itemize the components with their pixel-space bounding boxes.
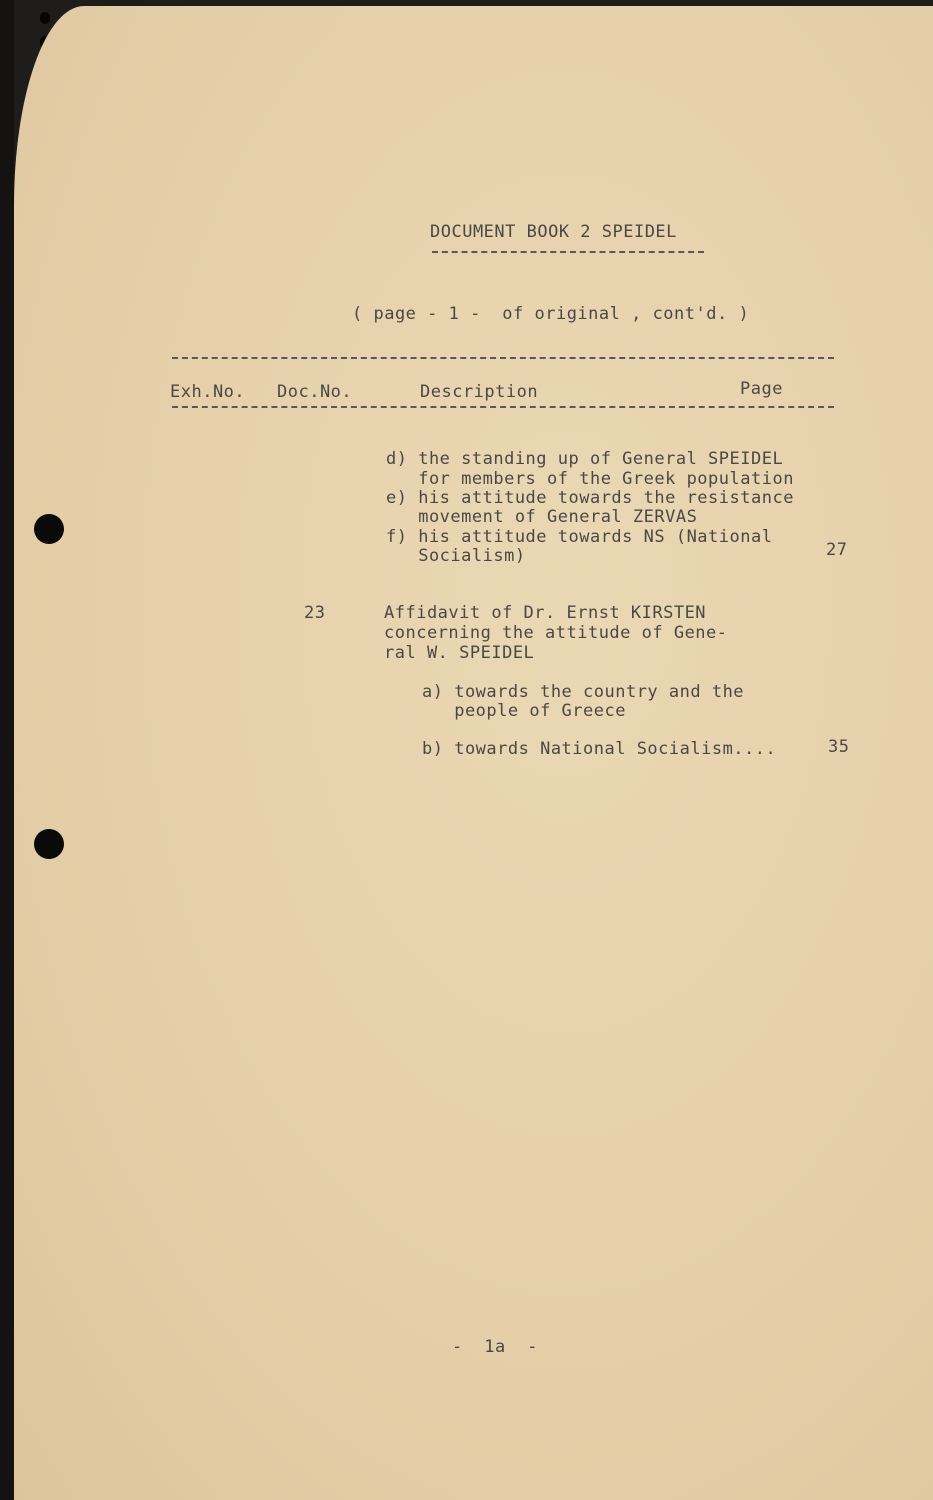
sub-item-line: a) towards the country and the: [422, 682, 745, 702]
page-reference: ( page - 1 - of original , cont'd. ): [352, 304, 750, 324]
entry-line: d) the standing up of General SPEIDEL: [386, 449, 784, 469]
page-number: 27: [826, 540, 848, 560]
entry-line: Affidavit of Dr. Ernst KIRSTEN: [384, 603, 707, 623]
title-underline: [432, 251, 704, 253]
doc-number: 23: [304, 603, 326, 623]
entry-line: for members of the Greek population: [386, 469, 794, 489]
column-header-page: Page: [740, 379, 783, 399]
table-rule-top: [172, 357, 834, 359]
column-header-exh-no: Exh.No.: [170, 382, 246, 402]
entry-line: movement of General ZERVAS: [386, 507, 698, 527]
entry-line: f) his attitude towards NS (National: [386, 527, 773, 547]
column-header-doc-no: Doc.No.: [277, 382, 353, 402]
document-page: [14, 6, 933, 1500]
table-rule-bottom: [172, 406, 834, 408]
entry-line: Socialism): [386, 546, 526, 566]
page-footer: - 1a -: [452, 1337, 538, 1357]
document-title: DOCUMENT BOOK 2 SPEIDEL: [430, 222, 677, 242]
page-number: 35: [828, 737, 850, 757]
sub-item-line: people of Greece: [422, 701, 626, 721]
binder-hole: [40, 12, 50, 24]
punch-hole: [34, 829, 64, 859]
scan-edge: [0, 0, 14, 1500]
entry-line: e) his attitude towards the resistance: [386, 488, 794, 508]
sub-item-line: b) towards National Socialism....: [422, 739, 777, 759]
entry-line: concerning the attitude of Gene-: [384, 623, 728, 643]
column-header-description: Description: [420, 382, 539, 402]
entry-line: ral W. SPEIDEL: [384, 643, 535, 663]
punch-hole: [34, 514, 64, 544]
